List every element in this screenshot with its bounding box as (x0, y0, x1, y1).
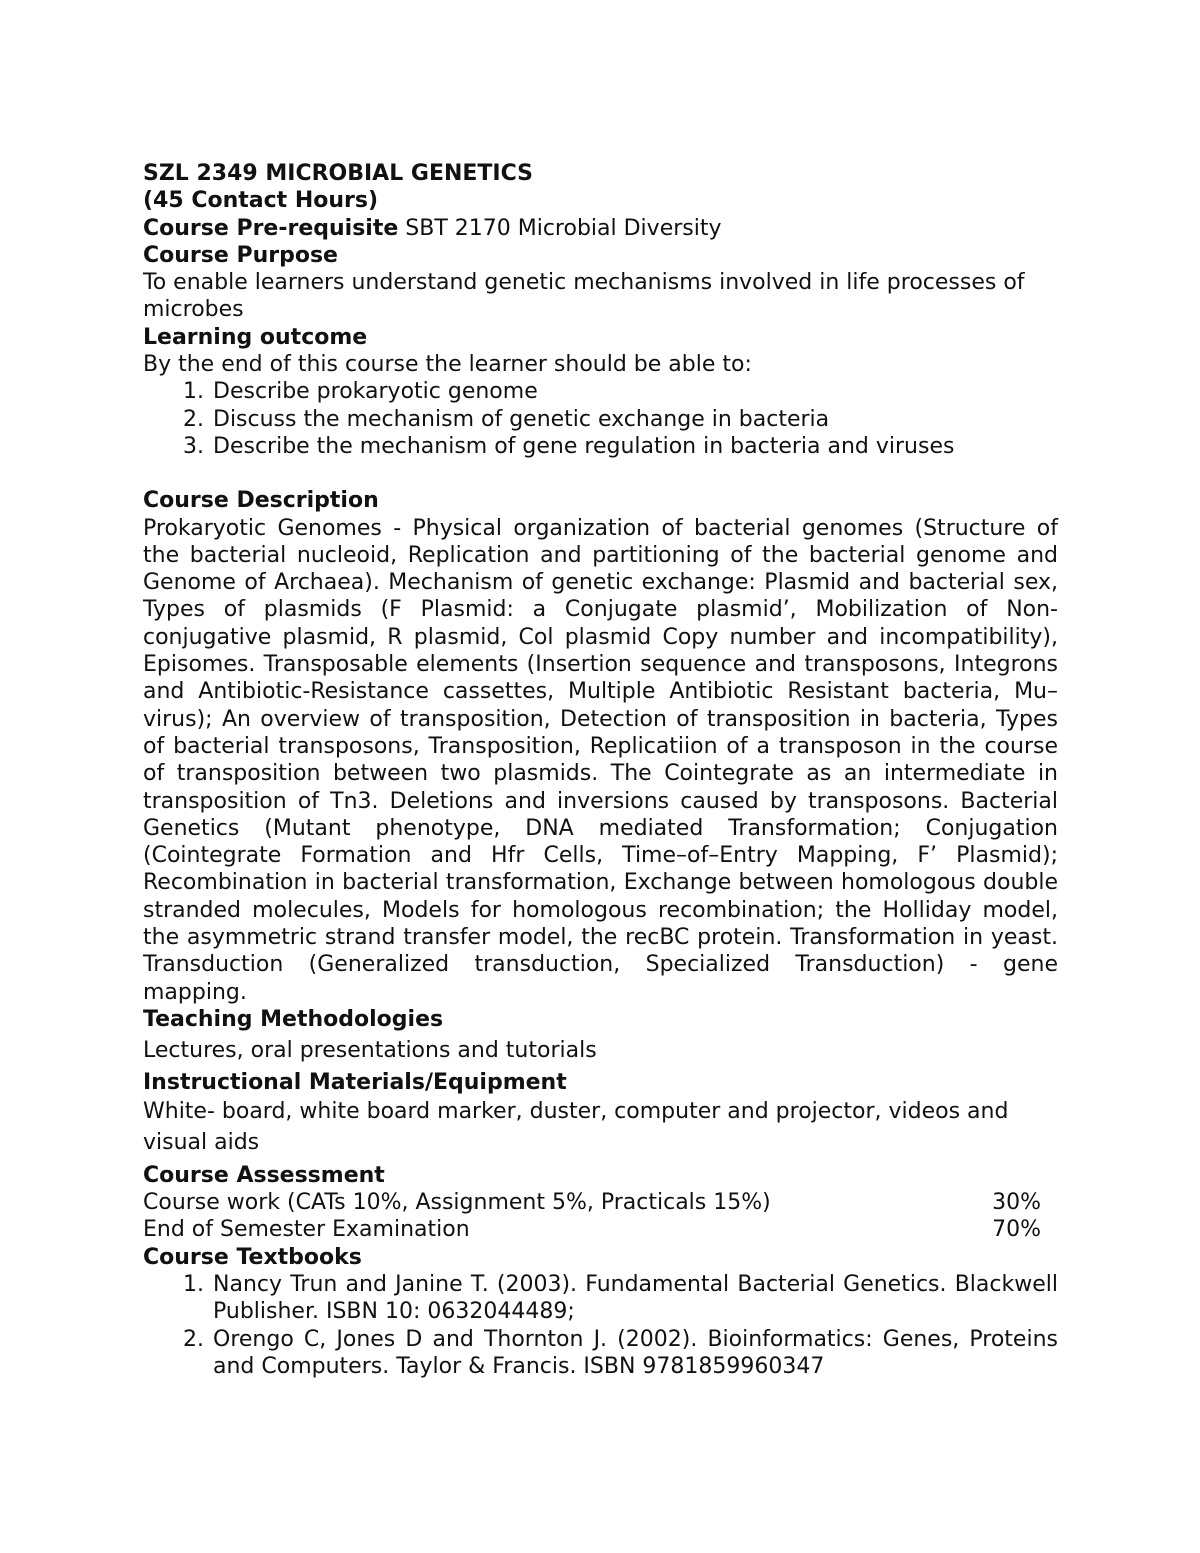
prerequisite-value: SBT 2170 Microbial Diversity (398, 215, 722, 241)
prerequisite-line (143, 215, 1058, 242)
description-text: Prokaryotic Genomes - Physical organization of bacterial genomes (Structure of the bacterial nucleoid, Replication and partitioning of the bacterial genome and Genome of Archaea). Mechanism of genetic exchange: Plasmid and bacterial sex, Types of plasmids (F Plasmid: a Conjugate plasmid’, Mobilization of Non-conjugative plasmid, R plasmid, Col plasmid Copy number and incompatibility), Episomes. Transposable elements (Insertion sequence and transposons, Integrons and Antibiotic-Resistance cassettes, Multiple Antibiotic Resistant bacteria, Mu–virus); An overview of transposition, Detection of transposition in bacteria, Types of bacterial transposons, Transposition, Replicatiion of a transposon in the course of transposition between two plasmids. The Cointegrate as an intermediate in transposition of Tn3. Deletions and inversions caused by transposons. Bacterial Genetics (Mutant phenotype, DNA mediated Transformation; Conjugation (Cointegrate Formation and Hfr Cells, Time–of–Entry Mapping, F’ Plasmid); Recombination in bacterial transformation, Exchange between homologous double stranded molecules, Models for homologous recombination; the Holliday model, the asymmetric strand transfer model, the recBC protein. Transformation in yeast. Transduction (Generalized transduction, Specialized Transduction) - gene mapping. (143, 515, 1058, 1005)
list-item: 2. Discuss the mechanism of genetic exchange in bacteria (211, 406, 1058, 433)
outcome-list (143, 378, 1058, 460)
outcome-heading: Learning outcome (143, 324, 368, 350)
prerequisite-label: Course Pre-requisite (143, 215, 399, 241)
assessment-row (143, 1189, 1041, 1216)
list-item: 3. Describe the mechanism of gene regulation in bacteria and viruses (211, 433, 1058, 460)
textbooks-list (143, 1271, 1058, 1380)
purpose-heading: Course Purpose (143, 242, 338, 268)
list-item: 1. Describe prokaryotic genome (211, 378, 1058, 405)
course-title: SZL 2349 MICROBIAL GENETICS (143, 161, 534, 186)
contact-hours: (45 Contact Hours) (143, 188, 379, 214)
outcome-intro: By the end of this course the learner should be able to: (143, 352, 752, 378)
assessment-value: 70% (992, 1217, 1041, 1243)
spacer (143, 460, 1058, 487)
teaching-heading: Teaching Methodologies (143, 1006, 444, 1032)
purpose-text: To enable learners understand genetic mechanisms involved in life processes of microbes (143, 270, 1025, 323)
materials-text: White- board, white board marker, duster, computer and projector, videos and visual aids (143, 1098, 1009, 1155)
materials-heading: Instructional Materials/Equipment (143, 1069, 567, 1095)
assessment-row (143, 1216, 1041, 1243)
list-item: 2. Orengo C, Jones D and Thornton J. (2002). Bioinformatics: Genes, Proteins and Computers. Taylor & Francis. ISBN 9781859960347 (211, 1326, 1058, 1381)
assessment-value: 30% (992, 1190, 1041, 1216)
teaching-text: Lectures, oral presentations and tutorials (143, 1038, 597, 1064)
list-item: 1. Nancy Trun and Janine T. (2003). Fundamental Bacterial Genetics. Blackwell Publisher. ISBN 10: 0632044489; (211, 1271, 1058, 1326)
description-heading: Course Description (143, 488, 379, 514)
textbooks-heading: Course Textbooks (143, 1244, 362, 1270)
assessment-heading: Course Assessment (143, 1162, 385, 1188)
assessment-label: Course work (CATs 10%, Assignment 5%, Practicals 15%) (143, 1190, 771, 1216)
document-page (143, 160, 1058, 1380)
assessment-label: End of Semester Examination (143, 1217, 470, 1243)
